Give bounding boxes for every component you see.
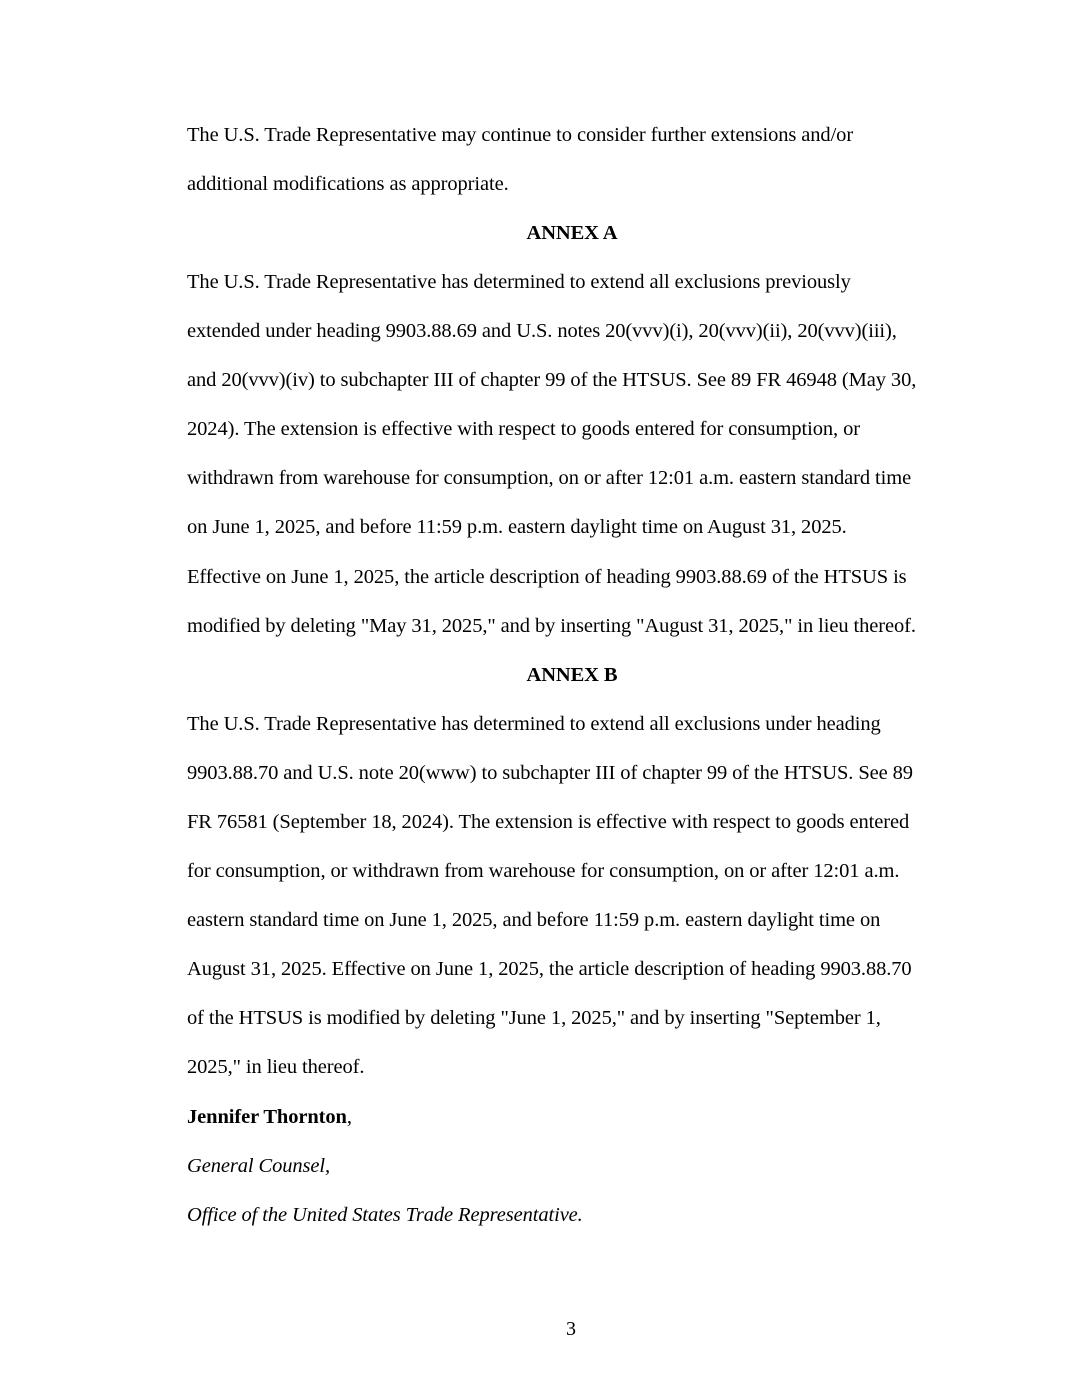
annex-b-line: FR 76581 (September 18, 2024). The extension is effective with respect to goods entered	[187, 811, 910, 833]
annex-a-line: modified by deleting "May 31, 2025," and by inserting "August 31, 2025," in lieu thereof.	[187, 615, 916, 637]
signatory-title: General Counsel,	[187, 1155, 331, 1177]
annex-b-line: of the HTSUS is modified by deleting "June 1, 2025," and by inserting "September 1,	[187, 1007, 881, 1029]
annex-b-line: 9903.88.70 and U.S. note 20(www) to subchapter III of chapter 99 of the HTSUS. See 89	[187, 762, 913, 784]
annex-b-heading: ANNEX B	[526, 664, 618, 686]
annex-b-line: eastern standard time on June 1, 2025, and before 11:59 p.m. eastern daylight time on	[187, 909, 881, 931]
intro-line: The U.S. Trade Representative may continue to consider further extensions and/or	[187, 124, 854, 146]
signatory-office: Office of the United States Trade Representative.	[187, 1204, 583, 1226]
signatory-name-suffix: ,	[346, 1106, 352, 1128]
annex-a-line: extended under heading 9903.88.69 and U.S. notes 20(vvv)(i), 20(vvv)(ii), 20(vvv)(iii),	[187, 320, 897, 342]
signature-name-line	[187, 1105, 352, 1129]
intro-line: additional modifications as appropriate.	[187, 173, 509, 195]
page-number: 3	[566, 1318, 576, 1340]
annex-a-line: on June 1, 2025, and before 11:59 p.m. eastern daylight time on August 31, 2025.	[187, 516, 847, 538]
annex-b-line: The U.S. Trade Representative has determined to extend all exclusions under heading	[187, 713, 881, 735]
annex-a-line: The U.S. Trade Representative has determined to extend all exclusions previously	[187, 271, 851, 293]
annex-a-line: withdrawn from warehouse for consumption, on or after 12:01 a.m. eastern standard time	[187, 467, 912, 489]
annex-a-line: Effective on June 1, 2025, the article description of heading 9903.88.69 of the HTSUS is	[187, 566, 907, 588]
signatory-name: Jennifer Thornton	[187, 1106, 347, 1128]
annex-b-line: August 31, 2025. Effective on June 1, 2025, the article description of heading 9903.88.70	[187, 958, 912, 980]
annex-a-heading: ANNEX A	[526, 222, 618, 244]
annex-b-line: 2025," in lieu thereof.	[187, 1056, 365, 1078]
annex-a-line: 2024). The extension is effective with respect to goods entered for consumption, or	[187, 418, 860, 440]
annex-a-line: and 20(vvv)(iv) to subchapter III of chapter 99 of the HTSUS. See 89 FR 46948 (May 30,	[187, 369, 917, 391]
annex-b-line: for consumption, or withdrawn from warehouse for consumption, on or after 12:01 a.m.	[187, 860, 900, 882]
